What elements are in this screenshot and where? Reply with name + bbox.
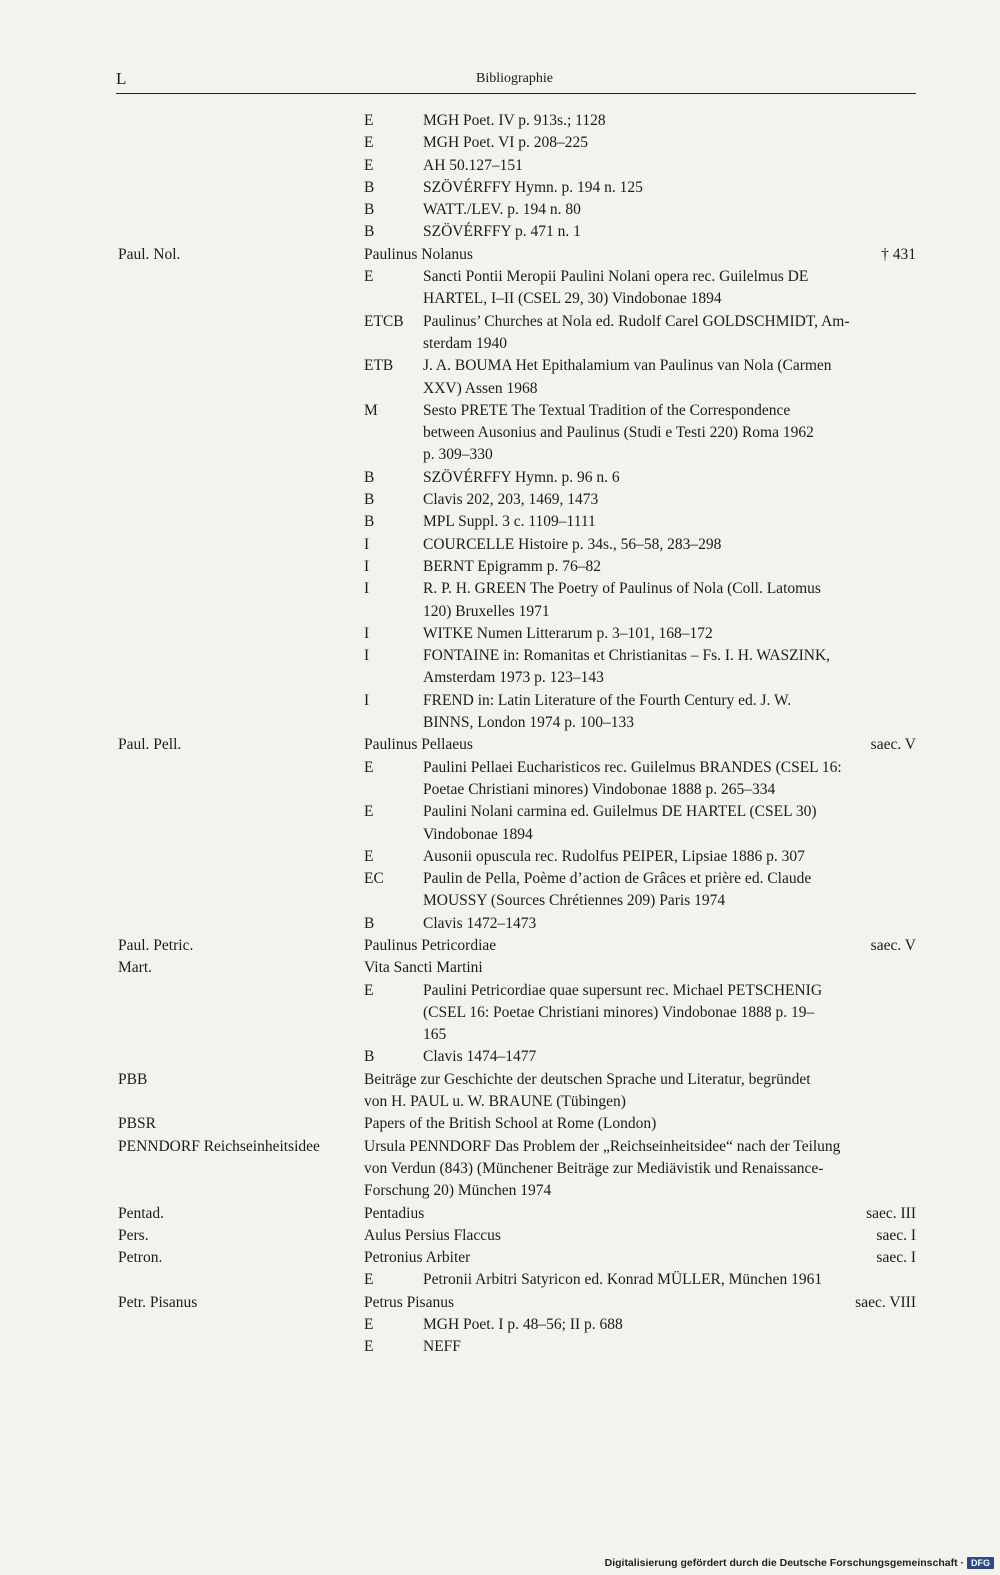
entry-date: saec. I [876, 1226, 916, 1244]
entry-date: saec. III [866, 1204, 916, 1222]
entry-date: † 431 [881, 245, 916, 263]
entry-text: MGH Poet. VI p. 208–225 [423, 134, 589, 152]
entry-date: saec. I [876, 1249, 916, 1267]
entry-code: B [364, 491, 375, 509]
footer-text: Digitalisierung gefördert durch die Deutsche Forschungsgemeinschaft · [604, 1557, 964, 1569]
bibliography-row [0, 355, 1000, 377]
entry-date: saec. V [870, 736, 916, 754]
entry-text: HARTEL, I–II (CSEL 29, 30) Vindobonae 1894 [423, 290, 722, 308]
bibliography-row [0, 1336, 1000, 1358]
entry-code: E [364, 758, 374, 776]
entry-heading: von Verdun (843) (Münchener Beiträge zur Mediävistik und Renaissance- [364, 1159, 824, 1177]
entry-code: E [364, 1271, 374, 1289]
entry-heading: Beiträge zur Geschichte der deutschen Sprache und Literatur, begründet [364, 1070, 811, 1088]
entry-heading: von H. PAUL u. W. BRAUNE (Tübingen) [364, 1093, 626, 1111]
entry-code: E [364, 1316, 374, 1334]
entry-text: XXV) Assen 1968 [423, 379, 538, 397]
bibliography-row [0, 623, 1000, 645]
entry-heading: Ursula PENNDORF Das Problem der „Reichseinheitsidee“ nach der Teilung [364, 1137, 841, 1155]
bibliography-row [0, 155, 1000, 177]
entry-code: ETCB [364, 312, 404, 330]
bibliography-row [0, 467, 1000, 489]
entry-abbreviation: PBB [118, 1070, 148, 1088]
running-head [116, 69, 916, 94]
entry-text: Paulini Petricordiae quae supersunt rec. Michael PETSCHENIG [423, 981, 823, 999]
bibliography-row [0, 444, 1000, 466]
entry-text: Clavis 1472–1473 [423, 914, 537, 932]
page-number: L [116, 69, 127, 88]
bibliography-row [0, 1180, 1000, 1202]
bibliography-row [0, 177, 1000, 199]
entry-code: B [364, 468, 375, 486]
footer [605, 1557, 994, 1569]
bibliography-row [0, 846, 1000, 868]
bibliography-row [0, 1269, 1000, 1291]
entry-text: Ausonii opuscula rec. Rudolfus PEIPER, Lipsiae 1886 p. 307 [423, 847, 805, 865]
bibliography-row [0, 667, 1000, 689]
entry-code: EC [364, 870, 384, 888]
bibliography-row [0, 400, 1000, 422]
entry-text: Paulini Pellaei Eucharisticos rec. Guilelmus BRANDES (CSEL 16: [423, 758, 842, 776]
entry-code: I [364, 624, 370, 642]
entry-text: MOUSSY (Sources Chrétiennes 209) Paris 1974 [423, 892, 726, 910]
bibliography-row [0, 132, 1000, 154]
bibliography-row [0, 601, 1000, 623]
page-title: Bibliographie [476, 71, 553, 86]
entry-code: E [364, 981, 374, 999]
entry-code: E [364, 112, 374, 129]
bibliography-row [0, 534, 1000, 556]
entry-text: R. P. H. GREEN The Poetry of Paulinus of Nola (Coll. Latomus [423, 580, 821, 598]
bibliography-row [0, 690, 1000, 712]
entry-text: NEFF [423, 1338, 461, 1356]
bibliography-row [0, 957, 1000, 979]
bibliography-row [0, 824, 1000, 846]
entry-text: sterdam 1940 [423, 334, 507, 352]
entry-code: B [364, 1048, 375, 1066]
bibliography-row [0, 1069, 1000, 1091]
bibliography-row [0, 311, 1000, 333]
bibliography-row [0, 1247, 1000, 1269]
entry-text: WITKE Numen Litterarum p. 3–101, 168–172 [423, 624, 713, 642]
bibliography-row [0, 801, 1000, 823]
entry-text: Poetae Christiani minores) Vindobonae 1888 p. 265–334 [423, 780, 776, 798]
entry-code: B [364, 178, 375, 196]
entry-text: Vindobonae 1894 [423, 825, 533, 843]
entry-text: J. A. BOUMA Het Epithalamium van Paulinus van Nola (Carmen [423, 357, 832, 375]
entry-abbreviation: PENNDORF Reichseinheitsidee [118, 1137, 320, 1155]
entry-date: saec. VIII [855, 1293, 916, 1311]
entry-text: Paulin de Pella, Poème d’action de Grâces et prière ed. Claude [423, 870, 812, 888]
bibliography-row [0, 489, 1000, 511]
entry-text: FREND in: Latin Literature of the Fourth Century ed. J. W. [423, 691, 792, 709]
entry-abbreviation: Paul. Nol. [118, 245, 181, 263]
entry-heading: Paulinus Pellaeus [364, 736, 473, 754]
entry-abbreviation: Mart. [118, 959, 153, 977]
entry-heading: Petrus Pisanus [364, 1293, 454, 1311]
entry-heading: Papers of the British School at Rome (London) [364, 1115, 657, 1133]
bibliography-row [0, 779, 1000, 801]
entry-code: I [364, 557, 370, 575]
entry-code: I [364, 691, 370, 709]
bibliography-row [0, 1046, 1000, 1068]
bibliography-row [0, 890, 1000, 912]
entry-abbreviation: Petr. Pisanus [118, 1293, 198, 1311]
bibliography-row [0, 556, 1000, 578]
entry-text: Paulini Nolani carmina ed. Guilelmus DE HARTEL (CSEL 30) [423, 803, 817, 821]
entry-text: Amsterdam 1973 p. 123–143 [423, 669, 604, 687]
entry-code: E [364, 134, 374, 152]
bibliography-row [0, 935, 1000, 957]
entry-abbreviation: Pentad. [118, 1204, 165, 1222]
bibliography-list [0, 110, 1000, 1359]
entry-text: Paulinus’ Churches at Nola ed. Rudolf Carel GOLDSCHMIDT, Am- [423, 312, 850, 330]
bibliography-row [0, 1091, 1000, 1113]
entry-code: E [364, 268, 374, 286]
entry-code: I [364, 647, 370, 665]
entry-text: AH 50.127–151 [423, 156, 523, 174]
entry-text: Clavis 1474–1477 [423, 1048, 537, 1066]
entry-text: SZÖVÉRFFY Hymn. p. 96 n. 6 [423, 468, 620, 486]
entry-heading: Paulinus Petricordiae [364, 936, 497, 954]
bibliography-row [0, 1024, 1000, 1046]
bibliography-row [0, 578, 1000, 600]
entry-code: E [364, 1338, 374, 1356]
entry-text: Petronii Arbitri Satyricon ed. Konrad MÜLLER, München 1961 [423, 1271, 823, 1289]
bibliography-row [0, 757, 1000, 779]
dfg-logo: DFG [967, 1557, 994, 1569]
entry-heading: Aulus Persius Flaccus [364, 1226, 501, 1244]
bibliography-row [0, 266, 1000, 288]
entry-heading: Petronius Arbiter [364, 1249, 471, 1267]
entry-text: WATT./LEV. p. 194 n. 80 [423, 201, 581, 219]
entry-text: (CSEL 16: Poetae Christiani minores) Vindobonae 1888 p. 19– [423, 1003, 815, 1021]
entry-code: E [364, 847, 374, 865]
bibliography-row [0, 244, 1000, 266]
entry-heading: Pentadius [364, 1204, 425, 1222]
bibliography-row [0, 221, 1000, 243]
bibliography-row [0, 868, 1000, 890]
bibliography-row [0, 378, 1000, 400]
entry-code: I [364, 535, 370, 553]
entry-heading: Vita Sancti Martini [364, 959, 483, 977]
entry-code: B [364, 201, 375, 219]
bibliography-row [0, 1292, 1000, 1314]
bibliography-row [0, 1113, 1000, 1135]
entry-text: MPL Suppl. 3 c. 1109–1111 [423, 513, 596, 531]
entry-code: E [364, 803, 374, 821]
entry-text: FONTAINE in: Romanitas et Christianitas – Fs. I. H. WASZINK, [423, 647, 831, 665]
entry-code: B [364, 914, 375, 932]
entry-text: Sancti Pontii Meropii Paulini Nolani opera rec. Guilelmus DE [423, 268, 809, 286]
bibliography-row [0, 734, 1000, 756]
entry-text: MGH Poet. I p. 48–56; II p. 688 [423, 1316, 623, 1334]
entry-code: B [364, 223, 375, 241]
bibliography-row [0, 511, 1000, 533]
entry-text: SZÖVÉRFFY Hymn. p. 194 n. 125 [423, 178, 643, 196]
entry-text: 165 [423, 1026, 447, 1044]
entry-heading: Paulinus Nolanus [364, 245, 473, 263]
entry-text: BINNS, London 1974 p. 100–133 [423, 714, 634, 732]
entry-abbreviation: Paul. Pell. [118, 736, 182, 754]
entry-text: Clavis 202, 203, 1469, 1473 [423, 491, 599, 509]
bibliography-row [0, 110, 1000, 132]
entry-text: p. 309–330 [423, 446, 493, 464]
entry-text: SZÖVÉRFFY p. 471 n. 1 [423, 223, 581, 241]
entry-text: Sesto PRETE The Textual Tradition of the Correspondence [423, 401, 791, 419]
entry-abbreviation: Petron. [118, 1249, 163, 1267]
entry-heading: Forschung 20) München 1974 [364, 1182, 552, 1200]
bibliography-row [0, 1136, 1000, 1158]
entry-code: M [364, 401, 378, 419]
entry-text: MGH Poet. IV p. 913s.; 1128 [423, 112, 606, 129]
entry-text: 120) Bruxelles 1971 [423, 602, 550, 620]
entry-date: saec. V [870, 936, 916, 954]
entry-abbreviation: PBSR [118, 1115, 156, 1133]
bibliography-row [0, 712, 1000, 734]
entry-code: I [364, 580, 370, 598]
bibliography-row [0, 422, 1000, 444]
entry-code: B [364, 513, 375, 531]
entry-text: COURCELLE Histoire p. 34s., 56–58, 283–298 [423, 535, 722, 553]
bibliography-row [0, 333, 1000, 355]
entry-code: ETB [364, 357, 394, 375]
entry-abbreviation: Pers. [118, 1226, 149, 1244]
bibliography-row [0, 288, 1000, 310]
bibliography-row [0, 1002, 1000, 1024]
entry-abbreviation: Paul. Petric. [118, 936, 194, 954]
bibliography-row [0, 645, 1000, 667]
entry-text: BERNT Epigramm p. 76–82 [423, 557, 601, 575]
bibliography-row [0, 1314, 1000, 1336]
entry-code: E [364, 156, 374, 174]
entry-text: between Ausonius and Paulinus (Studi e Testi 220) Roma 1962 [423, 424, 814, 442]
bibliography-row [0, 1158, 1000, 1180]
bibliography-row [0, 980, 1000, 1002]
bibliography-row [0, 913, 1000, 935]
bibliography-row [0, 199, 1000, 221]
bibliography-row [0, 1225, 1000, 1247]
bibliography-row [0, 1203, 1000, 1225]
